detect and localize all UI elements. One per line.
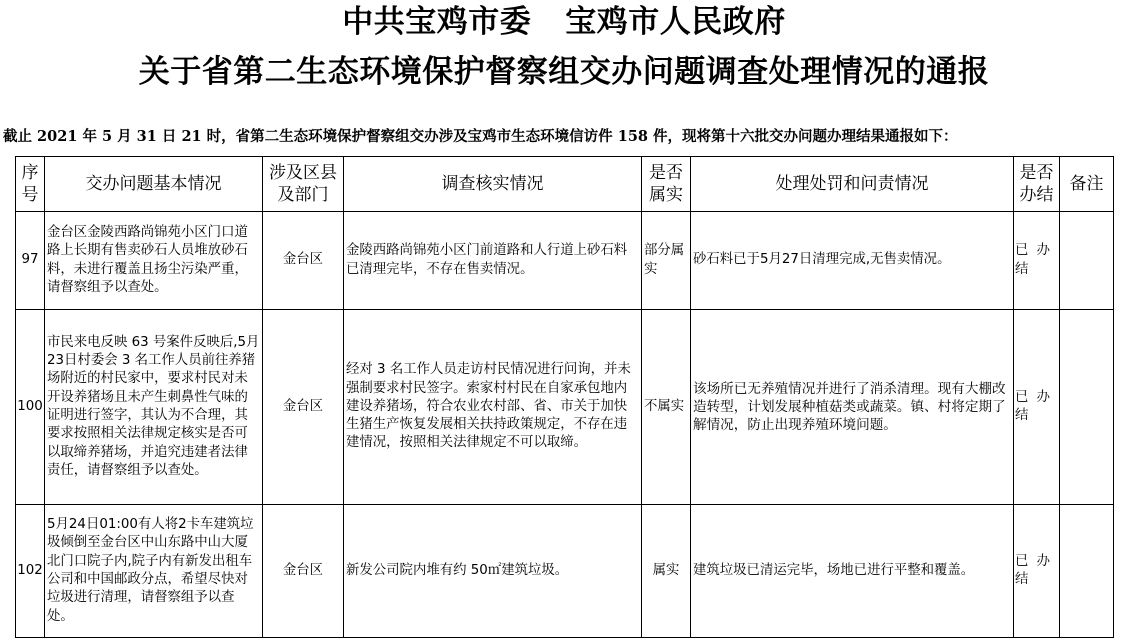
cell-problem: 市民来电反映 63 号案件反映后,5月23日村委会 3 名工作人员前往养猪场附近的村民家中，要求村民对未开设养猪场且未产生刺鼻性气味的证明进行签字，其认为不合理，其要求按照相关法律规定核实是否可以取缔养猪场，并追究违建者法律责任，请督察组予以查处。 [45,310,263,505]
cell-seq: 102 [16,505,45,638]
header-completed: 是否办结 [1014,157,1060,212]
cell-district: 金台区 [263,310,344,505]
page-title-line2: 关于省第二生态环境保护督察组交办问题调查处理情况的通报 [138,54,990,90]
title-party-committee: 中共宝鸡市委 [342,4,532,40]
cell-handling: 砂石料已于5月27日清理完成,无售卖情况。 [691,212,1014,310]
table-header-row [16,157,1114,212]
cell-problem: 5月24日01:00有人将2卡车建筑垃圾倾倒至金台区中山东路中山大厦北门口院子内,院子内有新发出租车公司和中国邮政分点，希望尽快对垃圾进行清理，请督察组予以查处。 [45,505,263,638]
cell-seq: 100 [16,310,45,505]
cell-verified: 不属实 [642,310,691,505]
cell-handling: 该场所已无养殖情况并进行了消杀清理。现有大棚改造转型，计划发展种植菇类或蔬菜。镇、村将定期了解情况，防止出现养殖环境问题。 [691,310,1014,505]
cell-verified: 部分属实 [642,212,691,310]
cell-district: 金台区 [263,505,344,638]
cell-investigation: 金陵西路尚锦苑小区门前道路和人行道上砂石料已清理完毕，不存在售卖情况。 [344,212,642,310]
cell-completed: 已 办结 [1014,212,1060,310]
page-title-line1 [0,2,1128,42]
cell-seq: 97 [16,212,45,310]
header-verified: 是否属实 [642,157,691,212]
header-remark: 备注 [1060,157,1114,212]
cell-investigation: 经对 3 名工作人员走访村民情况进行问询，并未强制要求村民签字。索家村村民在自家承包地内建设养猪场，符合农业农村部、省、市关于加快生猪生产恢复发展相关扶持政策规定，不存在违建情况，按照相关法律规定不可以取缔。 [344,310,642,505]
intro-paragraph: 截止 2021 年 5 月 31 日 21 时，省第二生态环境保护督察组交办涉及宝鸡市生态环境信访件 158 件，现将第十六批交办问题办理结果通报如下： [3,128,958,145]
table-row [16,505,1114,638]
cell-remark [1060,212,1114,310]
header-district: 涉及区县及部门 [263,157,344,212]
cell-investigation: 新发公司院内堆有约 50㎡建筑垃圾。 [344,505,642,638]
header-seq: 序号 [16,157,45,212]
cell-problem: 金台区金陵西路尚锦苑小区门口道路上长期有售卖砂石人员堆放砂石料，未进行覆盖且扬尘污染严重，请督察组予以查处。 [45,212,263,310]
title-government: 宝鸡市人民政府 [565,4,786,40]
cell-completed: 已 办结 [1014,310,1060,505]
issues-table [15,156,1114,638]
cell-handling: 建筑垃圾已清运完毕，场地已进行平整和覆盖。 [691,505,1014,638]
table-row [16,310,1114,505]
cell-remark [1060,505,1114,638]
header-problem: 交办问题基本情况 [45,157,263,212]
cell-verified: 属实 [642,505,691,638]
cell-district: 金台区 [263,212,344,310]
header-investigation: 调查核实情况 [344,157,642,212]
cell-remark [1060,310,1114,505]
cell-completed: 已 办结 [1014,505,1060,638]
table-row [16,212,1114,310]
header-handling: 处理处罚和问责情况 [691,157,1014,212]
